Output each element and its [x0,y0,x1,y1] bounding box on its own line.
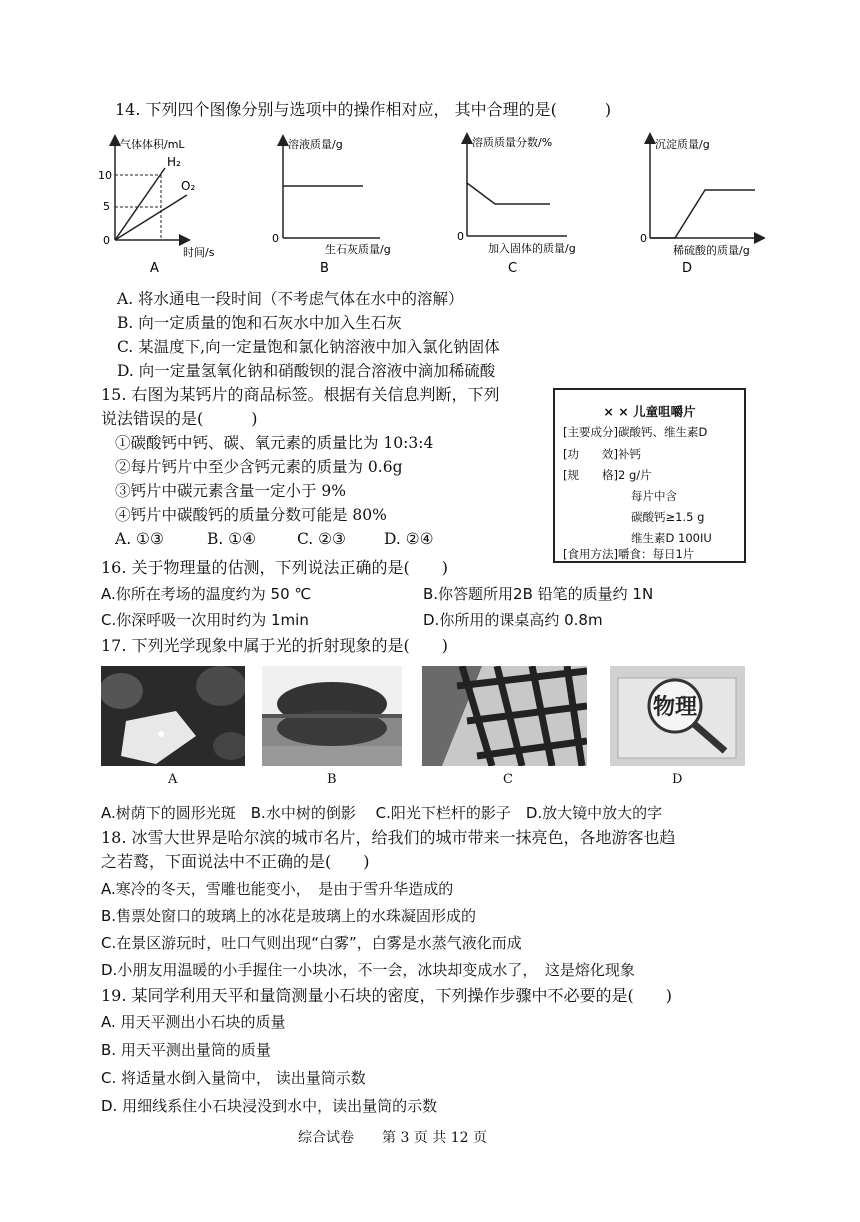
graph-d-series [650,190,755,238]
q14-graphs [95,128,765,278]
graph-b-ylabel: 溶液质量/g [288,138,343,151]
graph-a [98,137,215,276]
photo-c-letter: C [503,772,513,787]
graph-b-letter: B [320,261,329,276]
graph-c-letter: C [508,261,518,276]
graph-d [640,137,760,276]
q15-stem-line1: 15. 右图为某钙片的商品标签。根据有关信息判断，下列 [101,385,500,404]
label-per-tablet: 每片中含 [631,489,677,503]
q18-option-d: D.小朋友用温暖的小手握住一小块冰，不一会，冰块却变成水了， 这是熔化现象 [101,961,635,979]
graph-a-ytick-5: 5 [103,200,110,213]
q18-stem-line2: 之若鹜，下面说法中不正确的是( ) [101,852,370,871]
photo-d-letter: D [672,772,683,787]
q15-choice-b: B. ①④ [207,530,257,548]
q14-option-d: D. 向一定量氢氧化钠和硝酸钡的混合溶液中滴加稀硫酸 [117,362,496,380]
graph-a-h2-label: H₂ [167,155,181,169]
q19-option-b: B. 用天平测出量筒的质量 [101,1041,271,1059]
graph-c-origin: 0 [457,230,464,243]
graph-b-origin: 0 [272,232,279,245]
calcium-product-label [553,388,746,563]
q19-option-d: D. 用细线系住小石块浸没到水中，读出量筒的示数 [101,1097,438,1115]
graph-d-letter: D [682,261,693,276]
q19-stem: 19. 某同学利用天平和量筒测量小石块的密度，下列操作步骤中不必要的是( ) [101,986,673,1005]
q16-stem: 16. 关于物理量的估测，下列说法正确的是( ) [101,558,449,577]
q15-item-1: ①碳酸钙中钙、碳、氧元素的质量比为 10:3:4 [115,434,434,452]
photo-d-magnifier [610,666,745,766]
q18-option-c: C.在景区游玩时，吐口气则出现“白雾”，白雾是水蒸气液化而成 [101,934,522,952]
page-footer: 综合试卷 第 3 页 共 12 页 [298,1130,487,1146]
q17-stem: 17. 下列光学现象中属于光的折射现象的是( ) [101,636,449,655]
q15-item-2: ②每片钙片中至少含钙元素的质量为 0.6g [115,458,403,476]
q18-option-b: B.售票处窗口的玻璃上的冰花是玻璃上的水珠凝固形成的 [101,907,477,925]
label-effect: [功 效]补钙 [563,447,641,461]
photo-a-light-spot [101,666,245,766]
photo-b-letter: B [327,772,337,787]
graph-d-xlabel: 稀硫酸的质量/g [673,244,750,257]
q16-option-a: A.你所在考场的温度约为 50 ℃ [101,585,312,603]
graph-b-xlabel: 生石灰质量/g [325,243,391,256]
q16-option-b: B.你答题所用2B 铅笔的质量约 1N [423,585,654,603]
q15-item-4: ④钙片中碳酸钙的质量分数可能是 80% [115,506,387,524]
q18-option-a: A.寒冷的冬天，雪雕也能变小， 是由于雪升华造成的 [101,880,454,898]
q19-option-c: C. 将适量水倒入量筒中， 读出量筒示数 [101,1069,366,1087]
graph-a-ytick-10: 10 [98,169,112,182]
label-spec: [规 格]2 g/片 [563,468,652,482]
graph-c-ylabel: 溶质质量分数/% [472,136,553,149]
q15-choice-d: D. ②④ [384,530,434,548]
graph-a-o2-label: O₂ [181,179,196,193]
graph-d-origin: 0 [640,232,647,245]
label-caco3: 碳酸钙≥1.5 g [631,510,705,524]
photo-a-letter: A [168,772,178,787]
graph-a-series-o2 [115,195,187,240]
graph-c-xlabel: 加入固体的质量/g [488,242,576,255]
q17-options: A.树荫下的圆形光斑 B.水中树的倒影 C.阳光下栏杆的影子 D.放大镜中放大的字 [101,804,663,822]
q19-option-a: A. 用天平测出小石块的质量 [101,1013,286,1031]
q18-stem-line1: 18. 冰雪大世界是哈尔滨的城市名片，给我们的城市带来一抹亮色，各地游客也趋 [101,828,676,847]
q15-stem-line2: 说法错误的是( ) [101,409,258,428]
graph-c [457,135,576,276]
graph-a-xlabel: 时间/s [183,246,215,259]
graph-a-origin: 0 [103,234,110,247]
graph-a-series-h2 [115,168,165,240]
graph-a-ylabel: 气体体积/mL [120,138,185,151]
label-title: × × 儿童咀嚼片 [603,404,696,419]
q15-choice-c: C. ②③ [297,530,346,548]
label-vitd: 维生素D 100IU [631,531,712,545]
q14-option-b: B. 向一定质量的饱和石灰水中加入生石灰 [117,314,402,332]
graph-d-ylabel: 沉淀质量/g [655,138,710,151]
q15-choice-a: A. ①③ [115,530,164,548]
q16-option-c: C.你深呼吸一次用时约为 1min [101,611,309,629]
photo-c-shadow [422,666,587,766]
q14-option-c: C. 某温度下,向一定量饱和氯化钠溶液中加入氯化钠固体 [117,338,500,356]
label-ingredients: [主要成分]碳酸钙、维生素D [563,425,708,439]
q14-stem: 14. 下列四个图像分别与选项中的操作相对应， 其中合理的是( ) [115,100,612,119]
q14-option-a: A. 将水通电一段时间（不考虑气体在水中的溶解） [117,290,464,308]
label-usage: [食用方法]嚼食：每日1片 [563,547,695,561]
magnifier-text: 物理 [652,695,698,720]
graph-b [272,137,391,276]
photo-b-reflection [262,666,402,766]
graph-c-series [467,183,550,204]
graph-a-letter: A [150,261,159,276]
q16-option-d: D.你所用的课桌高约 0.8m [423,611,603,629]
q15-item-3: ③钙片中碳元素含量一定小于 9% [115,482,347,500]
